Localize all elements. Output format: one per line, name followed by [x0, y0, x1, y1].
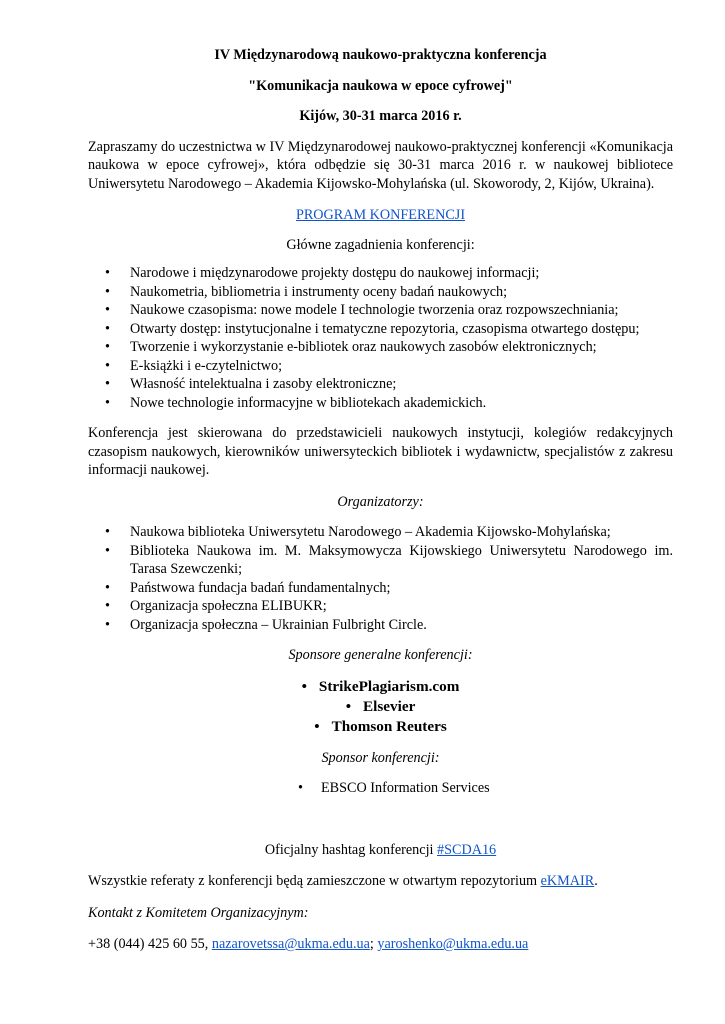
list-item: • Państwowa fundacja badań fundamentalnych; — [88, 579, 673, 598]
organizers-list — [88, 523, 673, 634]
topics-list — [88, 264, 673, 412]
program-line — [88, 206, 673, 225]
list-item: • Organizacja społeczna – Ukrainian Fulbright Circle. — [88, 616, 673, 635]
list-item: • E-książki i e-czytelnictwo; — [88, 357, 673, 376]
program-link[interactable]: PROGRAM KONFERENCJI — [295, 207, 466, 223]
email-link-2[interactable]: yaroshenko@ukma.edu.ua — [377, 936, 529, 952]
conference-date-place: Kijów, 30-31 marca 2016 r. — [299, 108, 462, 124]
contact-line — [88, 935, 673, 954]
hashtag-line — [88, 841, 673, 860]
list-item: • Własność intelektualna i zasoby elektroniczne; — [88, 375, 673, 394]
sponsor-item: • Elsevier — [88, 697, 673, 717]
list-item: • Organizacja społeczna ELIBUKR; — [88, 597, 673, 616]
sponsor-list — [88, 779, 673, 798]
contact-heading: Kontakt z Komitetem Organizacyjnym: — [88, 904, 309, 921]
organizers-heading: Organizatorzy: — [337, 493, 424, 510]
repository-suffix: . — [594, 873, 598, 889]
list-item: • Tworzenie i wykorzystanie e-bibliotek oraz naukowych zasobów elektronicznych; — [88, 338, 673, 357]
list-item: • Nowe technologie informacyjne w bibliotekach akademickich. — [88, 394, 673, 413]
audience-paragraph: Konferencja jest skierowana do przedstawicieli naukowych instytucji, kolegiów redakcyjnych czasopism naukowych, kierowników uniwersyteckich bibliotek i wydawnictw, specjalistów z zakresu informacji naukowej. — [88, 425, 673, 478]
general-sponsors-list — [88, 677, 673, 737]
sponsor-item: • StrikePlagiarism.com — [88, 677, 673, 697]
list-item: • Narodowe i międzynarodowe projekty dostępu do naukowej informacji; — [88, 264, 673, 283]
list-item: • Otwarty dostęp: instytucjonalne i tematyczne repozytoria, czasopisma otwartego dostępu; — [88, 320, 673, 339]
list-item: • Biblioteka Naukowa im. M. Maksymowycza Kijowskiego Uniwersytetu Narodowego im. Tarasa Szewczenki; — [88, 542, 673, 579]
sponsor-heading: Sponsor konferencji: — [321, 749, 440, 766]
contact-phone: +38 (044) 425 60 55, — [88, 936, 212, 952]
list-item: • Naukometria, bibliometria i instrumenty oceny badań naukowych; — [88, 283, 673, 302]
email-link-1[interactable]: nazarovetssa@ukma.edu.ua — [211, 936, 370, 952]
topics-heading: Główne zagadnienia konferencji: — [286, 236, 475, 253]
sponsor-item: • Thomson Reuters — [88, 717, 673, 737]
hashtag-link[interactable]: #SCDA16 — [437, 841, 497, 858]
document-page — [88, 46, 673, 954]
repository-line — [88, 872, 673, 891]
sponsor-item: • EBSCO Information Services — [88, 779, 673, 798]
list-item: • Naukowa biblioteka Uniwersytetu Narodowego – Akademia Kijowsko-Mohylańska; — [88, 523, 673, 542]
conference-title: IV Międzynarodową naukowo-praktyczna konferencja — [214, 47, 547, 63]
hashtag-label: Oficjalny hashtag konferencji — [264, 841, 437, 858]
repository-text: Wszystkie referaty z konferencji będą zamieszczone w otwartym repozytorium — [88, 873, 541, 889]
conference-subtitle: "Komunikacja naukowa w epoce cyfrowej" — [248, 77, 513, 94]
contact-separator: ; — [369, 936, 378, 952]
general-sponsors-heading: Sponsore generalne konferencji: — [288, 647, 473, 663]
repository-link[interactable]: eKMAIR — [540, 873, 595, 889]
list-item: • Naukowe czasopisma: nowe modele I technologie tworzenia oraz rozpowszechniania; — [88, 301, 673, 320]
intro-paragraph: Zapraszamy do uczestnictwa w IV Międzynarodowej naukowo-praktycznej konferencji «Komunikacja naukowa w epoce cyfrowej», która odbędzie się 30-31 marca 2016 r. w naukowej bibliotece Uniwersytetu Narodowego – Akademia Kijowsko-Mohylańska (ul. Skoworody, 2, Kijów, Ukraina). — [88, 138, 673, 192]
